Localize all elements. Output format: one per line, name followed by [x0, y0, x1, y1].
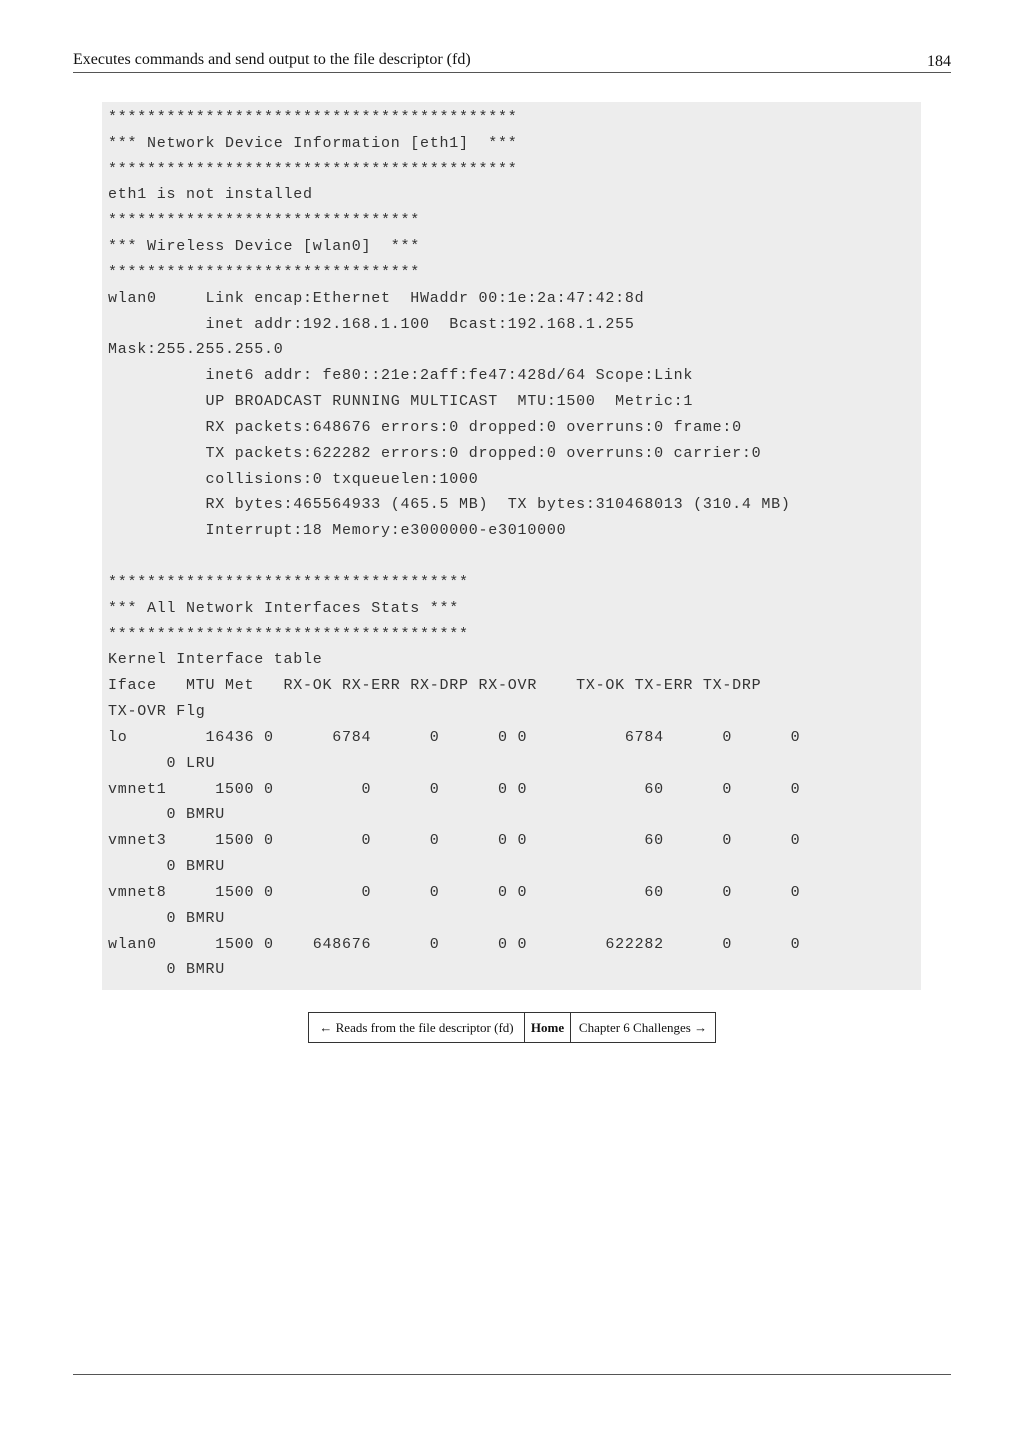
code-line: 0 BMRU [108, 909, 226, 927]
chapter-navigation [308, 1012, 716, 1043]
page-header [73, 50, 951, 72]
prev-page-link[interactable]: ← Reads from the file descriptor (fd) [319, 1019, 514, 1035]
code-line: Iface MTU Met RX-OK RX-ERR RX-DRP RX-OVR TX-OK TX-ERR TX-DRP [108, 677, 762, 695]
code-line: *** Wireless Device [wlan0] *** [108, 238, 421, 256]
code-line: *** All Network Interfaces Stats *** [108, 599, 460, 617]
code-line: ******************************** [108, 212, 421, 230]
code-line: *** Network Device Information [eth1] *** [108, 134, 518, 152]
code-line: 0 BMRU [108, 806, 226, 824]
header-divider [73, 72, 951, 73]
code-block [102, 102, 921, 990]
code-line [108, 544, 921, 570]
code-line: eth1 is not installed [108, 186, 313, 204]
code-line: inet addr:192.168.1.100 Bcast:192.168.1.255 [108, 315, 635, 333]
code-line: inet6 addr: fe80::21e:2aff:fe47:428d/64 Scope:Link [108, 367, 694, 385]
page-number: 184 [927, 53, 951, 70]
code-line: TX-OVR Flg [108, 703, 206, 721]
code-line: UP BROADCAST RUNNING MULTICAST MTU:1500 Metric:1 [108, 393, 694, 411]
code-line: Interrupt:18 Memory:e3000000-e3010000 [108, 522, 567, 540]
code-line: collisions:0 txqueuelen:1000 [108, 470, 479, 488]
code-line: ****************************************** [108, 160, 518, 178]
code-line: ******************************** [108, 263, 421, 281]
next-page-link[interactable]: Chapter 6 Challenges → [570, 1013, 715, 1042]
code-line: RX bytes:465564933 (465.5 MB) TX bytes:310468013 (310.4 MB) [108, 496, 791, 514]
code-line: 0 BMRU [108, 858, 226, 876]
code-line: TX packets:622282 errors:0 dropped:0 overruns:0 carrier:0 [108, 444, 762, 462]
code-line: wlan0 1500 0 648676 0 0 0 622282 0 0 [108, 935, 801, 953]
code-line: lo 16436 0 6784 0 0 0 6784 0 0 [108, 728, 801, 746]
code-line: ************************************* [108, 625, 469, 643]
code-line: ************************************* [108, 573, 469, 591]
code-line: 0 LRU [108, 754, 216, 772]
code-line: RX packets:648676 errors:0 dropped:0 overruns:0 frame:0 [108, 418, 742, 436]
home-link[interactable]: Home [524, 1013, 570, 1042]
code-line: ****************************************** [108, 109, 518, 126]
code-line: vmnet1 1500 0 0 0 0 0 60 0 0 [108, 780, 801, 798]
footer-divider [73, 1374, 951, 1375]
code-line: 0 BMRU [108, 961, 226, 979]
code-line: vmnet3 1500 0 0 0 0 0 60 0 0 [108, 832, 801, 850]
code-line: Mask:255.255.255.0 [108, 341, 284, 359]
page-title: Executes commands and send output to the file descriptor (fd) [73, 51, 471, 68]
code-line: Kernel Interface table [108, 651, 323, 669]
code-line: wlan0 Link encap:Ethernet HWaddr 00:1e:2a:47:42:8d [108, 289, 645, 307]
code-line: vmnet8 1500 0 0 0 0 0 60 0 0 [108, 883, 801, 901]
